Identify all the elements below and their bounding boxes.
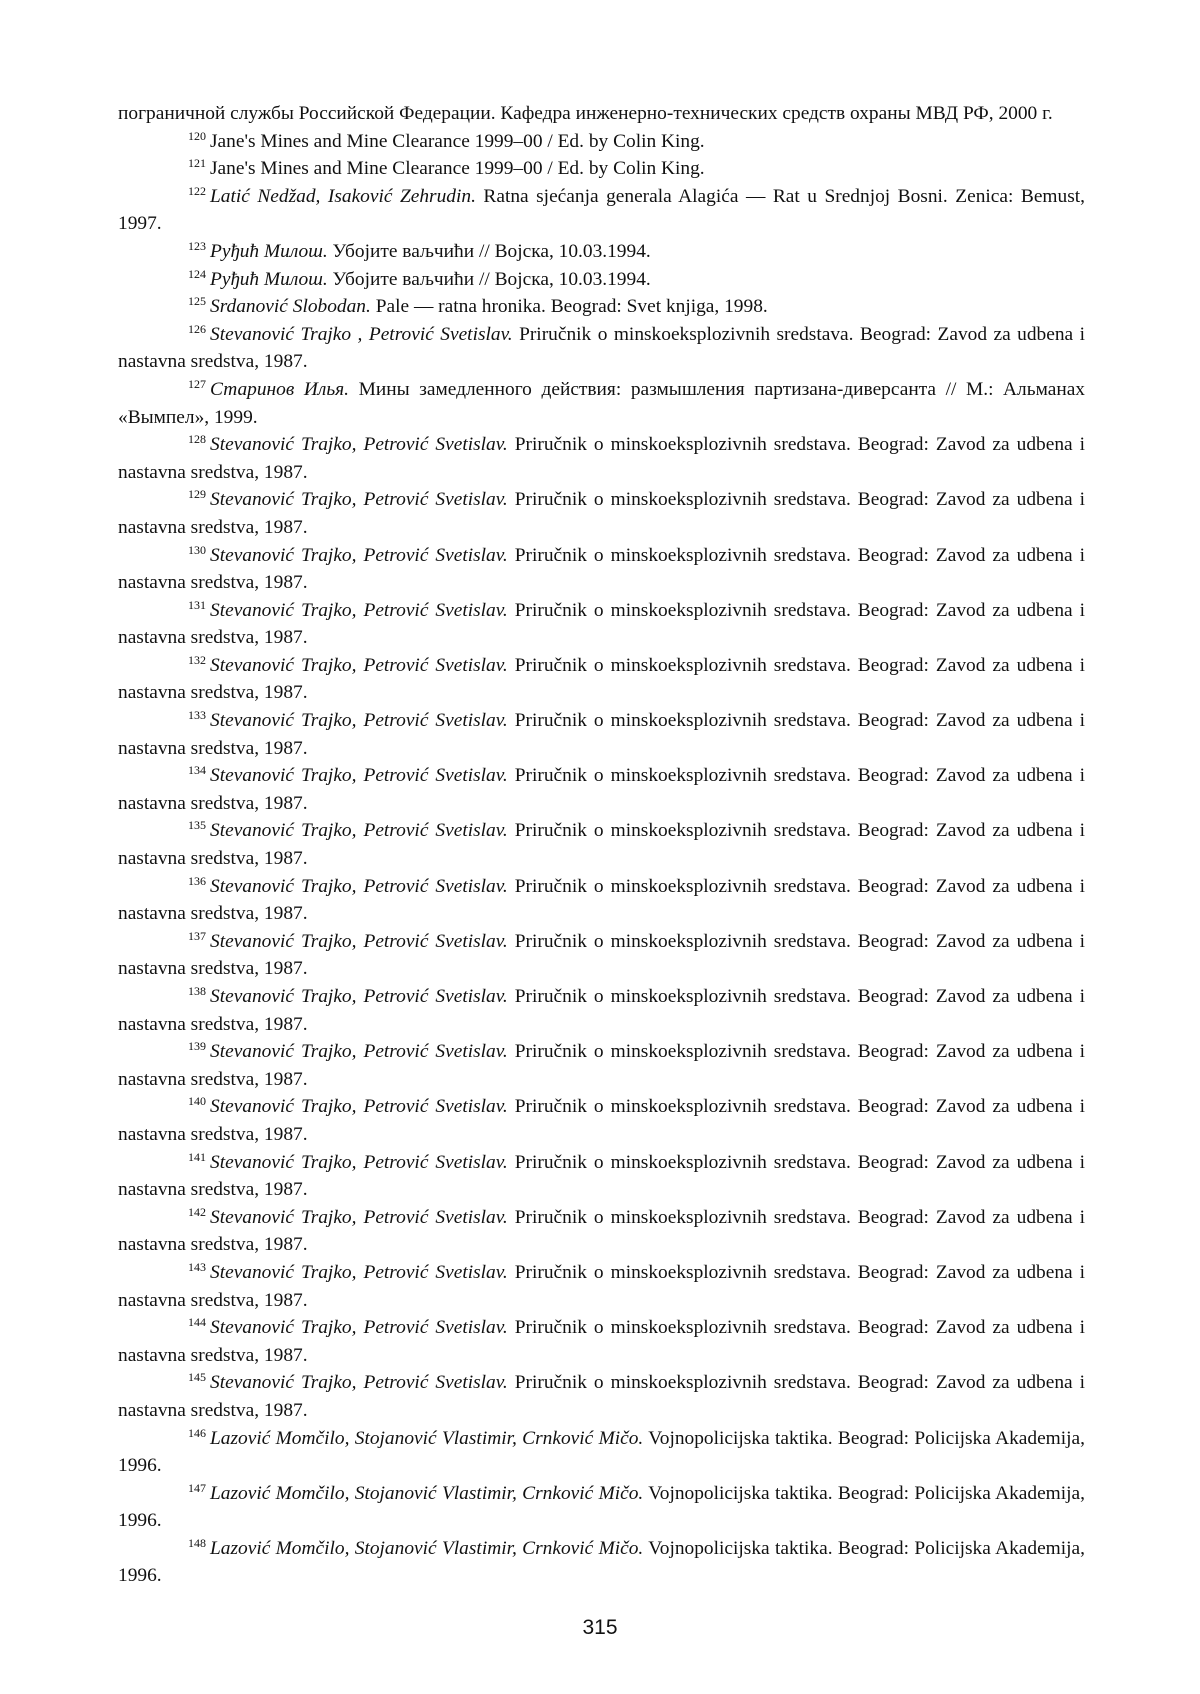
footnote-number: 131 (188, 597, 206, 612)
footnote-author: Stevanović Trajko, Petrović Svetislav. (210, 710, 508, 732)
footnote-number: 126 (188, 321, 206, 336)
footnote-author: Stevanović Trajko, Petrović Svetislav. (210, 875, 508, 897)
footnote-text: Priručnik o minskoeksplozivnih sredstava. Beograd: Zavod za udbena i nastavna sredstva, 1987. (118, 820, 1086, 870)
footnote-text: Priručnik o minskoeksplozivnih sredstava. Beograd: Zavod za udbena i nastavna sredstva, 1987. (118, 1372, 1086, 1421)
footnote-number: 141 (188, 1149, 206, 1164)
footnote-item (118, 376, 1085, 431)
footnote-text: Priručnik o minskoeksplozivnih sredstava. Beograd: Zavod za udbena i nastavna sredstva, 1987. (118, 1096, 1086, 1145)
footnote-item (118, 321, 1085, 376)
footnote-text: Priručnik o minskoeksplozivnih sredstava. Beograd: Zavod za udbena i nastavna sredstva, 1987. (118, 599, 1086, 649)
footnote-text: Убојите ваљчићи // Војска, 10.03.1994. (327, 268, 651, 290)
footnote-item (118, 983, 1085, 1038)
footnote-number: 143 (188, 1259, 206, 1274)
footnote-author: Stevanović Trajko, Petrović Svetislav. (210, 1317, 508, 1339)
footnote-item (118, 1093, 1085, 1148)
footnote-item (118, 266, 1085, 294)
footnote-author: Stevanović Trajko, Petrović Svetislav. (210, 1206, 508, 1228)
footnote-number: 136 (188, 873, 206, 888)
footnote-item (118, 486, 1085, 541)
footnotes-page (118, 100, 1085, 1590)
footnote-author: Stevanović Trajko, Petrović Svetislav. (210, 489, 508, 511)
footnote-item (118, 1425, 1085, 1480)
footnote-item (118, 817, 1085, 872)
footnote-item (118, 1369, 1085, 1424)
footnote-text: Pale — ratna hronika. Beograd: Svet knjiga, 1998. (370, 296, 768, 318)
footnote-item (118, 1535, 1085, 1590)
footnote-item (118, 762, 1085, 817)
footnote-text: Priručnik o minskoeksplozivnih sredstava. Beograd: Zavod za udbena i nastavna sredstva, 1987. (118, 986, 1086, 1035)
footnote-text: Jane's Mines and Mine Clearance 1999–00 / Ed. by Colin King. (210, 158, 705, 180)
footnote-author: Руђић Милош. (210, 240, 328, 262)
footnote-author: Stevanović Trajko, Petrović Svetislav. (210, 434, 508, 456)
footnote-item (118, 1314, 1085, 1369)
footnote-number: 133 (188, 708, 206, 723)
footnote-number: 147 (188, 1480, 206, 1495)
footnote-continuation: пограничной службы Российской Федерации. Кафедра инженерно-технических средств охраны МВД РФ, 2000 г. (118, 103, 1053, 124)
footnote-number: 130 (188, 542, 206, 557)
footnote-text: Мины замедленного действия: размышления партизана-диверсанта // М.: Альманах «Вымпел», 1999. (118, 378, 1085, 428)
footnote-number: 144 (188, 1315, 206, 1330)
footnote-author: Stevanović Trajko, Petrović Svetislav. (210, 986, 508, 1007)
footnote-author: Lazović Momčilo, Stojanović Vlastimir, Crnković Mičo. (210, 1427, 644, 1449)
footnote-item (118, 1038, 1085, 1093)
footnote-author: Lazović Momčilo, Stojanović Vlastimir, Crnković Mičo. (210, 1482, 644, 1504)
footnote-item (118, 707, 1085, 762)
footnote-author: Stevanović Trajko, Petrović Svetislav. (210, 1096, 508, 1118)
footnote-number: 123 (188, 238, 206, 253)
footnote-author: Stevanović Trajko, Petrović Svetislav. (210, 544, 508, 566)
footnote-author: Stevanović Trajko, Petrović Svetislav. (210, 599, 508, 621)
footnote-text: Priručnik o minskoeksplozivnih sredstava. Beograd: Zavod za udbena i nastavna sredstva, 1987. (118, 710, 1086, 759)
footnote-author: Stevanović Trajko, Petrović Svetislav. (210, 1151, 508, 1173)
footnote-text: Priručnik o minskoeksplozivnih sredstava. Beograd: Zavod za udbena i nastavna sredstva, 1987. (118, 1151, 1086, 1201)
footnote-item (118, 873, 1085, 928)
footnote-number: 145 (188, 1370, 206, 1385)
footnote-text: Priručnik o minskoeksplozivnih sredstava. Beograd: Zavod za udbena i nastavna sredstva, 1987. (118, 654, 1086, 704)
footnote-author: Руђић Милош. (210, 268, 328, 290)
footnote-number: 127 (188, 376, 206, 391)
footnote-item (118, 155, 1085, 183)
footnote-number: 132 (188, 652, 206, 667)
footnote-text: Vojnopolicijska taktika. Beograd: Policijska Akademija, 1996. (118, 1482, 1085, 1532)
footnote-text: Priručnik o minskoeksplozivnih sredstava. Beograd: Zavod za udbena i nastavna sredstva, 1987. (118, 323, 1086, 373)
footnote-text: Priručnik o minskoeksplozivnih sredstava. Beograd: Zavod za udbena i nastavna sredstva, 1987. (118, 875, 1086, 925)
footnote-text: Priručnik o minskoeksplozivnih sredstava. Beograd: Zavod za udbena i nastavna sredstva, 1987. (118, 544, 1086, 594)
footnote-author: Stevanović Trajko, Petrović Svetislav. (210, 654, 508, 676)
footnote-number: 138 (188, 984, 206, 998)
footnote-text: Jane's Mines and Mine Clearance 1999–00 / Ed. by Colin King. (210, 130, 705, 152)
footnote-number: 124 (188, 266, 206, 281)
footnote-number: 140 (188, 1094, 206, 1109)
footnote-text: Priručnik o minskoeksplozivnih sredstava. Beograd: Zavod za udbena i nastavna sredstva, 1987. (118, 1041, 1086, 1090)
footnote-item (118, 1204, 1085, 1259)
footnote-text: Priručnik o minskoeksplozivnih sredstava. Beograd: Zavod za udbena i nastavna sredstva, 1987. (118, 434, 1086, 483)
footnote-author: Srdanović Slobodan. (210, 296, 371, 318)
footnote-item (118, 293, 1085, 321)
footnote-author: Stevanović Trajko, Petrović Svetislav. (210, 930, 508, 952)
footnote-author: Stevanović Trajko, Petrović Svetislav. (210, 1041, 508, 1063)
footnote-author: Stevanović Trajko, Petrović Svetislav. (210, 820, 508, 842)
footnote-text: Priručnik o minskoeksplozivnih sredstava. Beograd: Zavod za udbena i nastavna sredstva, 1987. (118, 1206, 1086, 1256)
footnote-author: Stevanović Trajko, Petrović Svetislav. (210, 765, 508, 787)
footnote-number: 139 (188, 1039, 206, 1054)
footnote-number: 137 (188, 928, 206, 943)
footnote-text: Priručnik o minskoeksplozivnih sredstava. Beograd: Zavod za udbena i nastavna sredstva, 1987. (118, 1261, 1086, 1311)
footnote-author: Stevanović Trajko, Petrović Svetislav. (210, 1372, 508, 1394)
footnote-item (118, 183, 1085, 238)
footnote-item (118, 1259, 1085, 1314)
footnote-number: 129 (188, 487, 206, 502)
footnote-number: 120 (188, 128, 206, 143)
footnote-text: Priručnik o minskoeksplozivnih sredstava. Beograd: Zavod za udbena i nastavna sredstva, 1987. (118, 930, 1086, 980)
footnote-author: Старинов Илья. (210, 378, 350, 400)
footnote-number: 128 (188, 432, 206, 447)
footnote-item (118, 928, 1085, 983)
footnote-item (118, 652, 1085, 707)
footnote-number: 125 (188, 294, 206, 309)
footnote-text: Priručnik o minskoeksplozivnih sredstava. Beograd: Zavod za udbena i nastavna sredstva, 1987. (118, 489, 1086, 538)
footnote-author: Stevanović Trajko, Petrović Svetislav. (210, 1261, 508, 1283)
page-number: 315 (582, 1616, 618, 1639)
footnote-item (118, 238, 1085, 266)
footnote-item (118, 1149, 1085, 1204)
footnote-author: Lazović Momčilo, Stojanović Vlastimir, Crnković Mičo. (210, 1537, 644, 1559)
footnote-author: Latić Nedžad, Isaković Zehrudin. (210, 185, 476, 207)
footnote-number: 146 (188, 1425, 206, 1440)
footnote-text: Vojnopolicijska taktika. Beograd: Policijska Akademija, 1996. (118, 1427, 1085, 1477)
footnote-item (118, 431, 1085, 486)
footnote-number: 135 (188, 818, 206, 833)
footnote-number: 122 (188, 183, 206, 198)
footnote-number: 148 (188, 1535, 206, 1550)
footnote-text: Vojnopolicijska taktika. Beograd: Policijska Akademija, 1996. (118, 1537, 1085, 1587)
footnote-item (118, 128, 1085, 156)
footnote-number: 121 (188, 156, 206, 171)
footnote-author: Stevanović Trajko , Petrović Svetislav. (210, 323, 513, 345)
footnote-text: Ratna sjećanja generala Alagića — Rat u Srednjoj Bosni. Zenica: Bemust, 1997. (118, 185, 1085, 235)
footnote-number: 142 (188, 1204, 206, 1219)
footnote-item (118, 1480, 1085, 1535)
footnote-list (118, 128, 1085, 1590)
footnote-text: Убојите ваљчићи // Војска, 10.03.1994. (327, 240, 651, 262)
footnote-text: Priručnik o minskoeksplozivnih sredstava. Beograd: Zavod za udbena i nastavna sredstva, 1987. (118, 765, 1086, 814)
footnote-item (118, 542, 1085, 597)
footnote-number: 134 (188, 763, 206, 778)
footnote-text: Priručnik o minskoeksplozivnih sredstava. Beograd: Zavod za udbena i nastavna sredstva, 1987. (118, 1317, 1086, 1366)
footnote-item (118, 597, 1085, 652)
